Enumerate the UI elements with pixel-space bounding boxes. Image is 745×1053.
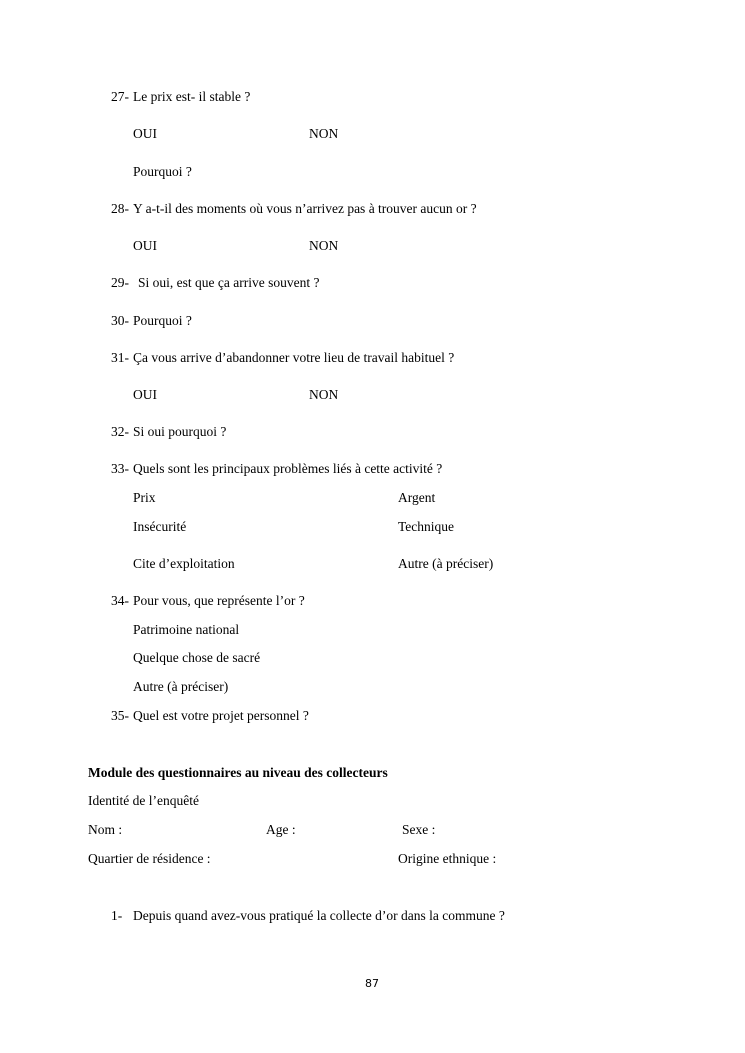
q33-option-argent: Argent [398, 490, 436, 505]
question-33-number: 33- [111, 461, 129, 476]
q28-oui-option: OUI [133, 238, 157, 253]
question-33-text: Quels sont les principaux problèmes liés à cette activité ? [133, 461, 443, 476]
question-27-text: Le prix est- il stable ? [133, 89, 251, 104]
q33-option-cite: Cite d’exploitation [133, 556, 235, 571]
module-title: Module des questionnaires au niveau des collecteurs [88, 765, 388, 780]
question-35-text: Quel est votre projet personnel ? [133, 708, 309, 723]
question-29-text: Si oui, est que ça arrive souvent ? [138, 275, 320, 290]
question-29-number: 29- [111, 275, 129, 290]
collector-question-1-text: Depuis quand avez-vous pratiqué la collecte d’or dans la commune ? [133, 908, 505, 923]
age-label: Age : [266, 822, 296, 837]
q31-non-option: NON [309, 387, 339, 402]
question-30-text: Pourquoi ? [133, 313, 192, 328]
q34-option-autre: Autre (à préciser) [133, 679, 229, 694]
q33-option-prix: Prix [133, 490, 156, 505]
question-32-text: Si oui pourquoi ? [133, 424, 227, 439]
question-34-text: Pour vous, que représente l’or ? [133, 593, 305, 608]
question-31-text: Ça vous arrive d’abandonner votre lieu de travail habituel ? [133, 350, 455, 365]
q33-option-autre: Autre (à préciser) [398, 556, 494, 571]
collector-question-1-number: 1- [111, 908, 123, 923]
q33-option-insecurite: Insécurité [133, 519, 187, 534]
q34-option-patrimoine: Patrimoine national [133, 622, 240, 637]
question-27-number: 27- [111, 89, 129, 104]
sexe-label: Sexe : [402, 822, 436, 837]
question-32-number: 32- [111, 424, 129, 439]
origine-label: Origine ethnique : [398, 851, 497, 866]
q27-oui-option: OUI [133, 126, 157, 141]
question-34-number: 34- [111, 593, 129, 608]
q34-option-sacre: Quelque chose de sacré [133, 650, 261, 665]
nom-label: Nom : [88, 822, 123, 837]
q28-non-option: NON [309, 238, 339, 253]
question-28-text: Y a-t-il des moments où vous n’arrivez pas à trouver aucun or ? [133, 201, 477, 216]
page-number: 87 [365, 977, 379, 990]
q27-non-option: NON [309, 126, 339, 141]
question-28-number: 28- [111, 201, 129, 216]
identity-heading: Identité de l’enquêté [88, 793, 199, 808]
quartier-label: Quartier de résidence : [88, 851, 211, 866]
q27-pourquoi: Pourquoi ? [133, 164, 192, 179]
question-31-number: 31- [111, 350, 129, 365]
q31-oui-option: OUI [133, 387, 157, 402]
question-30-number: 30- [111, 313, 129, 328]
question-35-number: 35- [111, 708, 129, 723]
q33-option-technique: Technique [398, 519, 455, 534]
